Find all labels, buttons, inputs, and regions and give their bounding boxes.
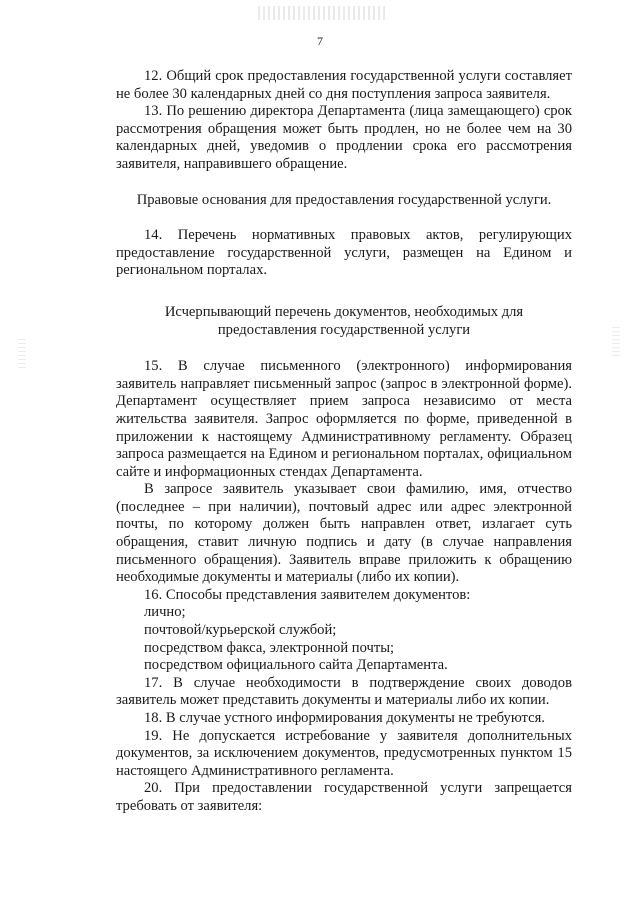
paragraph-14: 14. Перечень нормативных правовых актов, регулирующих предоставление государственной услуги, размещен на Едином и региональном порталах. — [116, 227, 572, 279]
list-item: почтовой/курьерской службой; — [144, 622, 337, 639]
scan-artifact — [612, 326, 620, 356]
paragraph-16: 16. Способы представления заявителем документов: — [144, 586, 471, 603]
paragraph-17: 17. В случае необходимости в подтверждение своих доводов заявитель может представить документы и материалы либо их копии. — [116, 674, 572, 709]
paragraph-19: 19. Не допускается истребование у заявителя дополнительных документов, за исключением документов, предусмотренных пунктом 15 настоящего Административного регламента. — [116, 727, 572, 779]
list-item: лично; — [144, 604, 186, 621]
paragraph-20: 20. При предоставлении государственной услуги запрещается требовать от заявителя: — [116, 780, 572, 814]
list-item: посредством факса, электронной почты; — [144, 639, 395, 656]
paragraph-13: 13. По решению директора Департамента (лица замещающего) срок рассмотрения обращения может быть продлен, но не более чем на 30 календарных дней, уведомив о продлении срока его рассмотрения заявителя, направившего обращение. — [116, 103, 572, 172]
section-heading-legal-basis: Правовые основания для предоставления государственной услуги. — [136, 191, 552, 208]
scan-artifact — [18, 338, 26, 368]
document-body — [116, 68, 572, 816]
paragraph-12: 12. Общий срок предоставления государственной услуги составляет не более 30 календарных дней со дня поступления запроса заявителя. — [116, 68, 572, 102]
page-number: 7 — [317, 34, 323, 48]
paragraph-15: 15. В случае письменного (электронного) информирования заявитель направляет письменный запрос (запрос в электронной форме). Департамент осуществляет прием запроса независимо от места жительства заявителя. Запрос оформляется по форме, приведенной в приложении к настоящему Административному регламенту. Образец запроса размещается на Едином и региональном порталах, официальном сайте и информационных стендах Департамента. — [116, 358, 572, 480]
paragraph-15-continued: В запросе заявитель указывает свои фамилию, имя, отчество (последнее – при наличии), почтовый адрес или адрес электронной почты, по которому должен быть направлен ответ, излагает суть обращения, ставит личную подпись и дату (в случае направления письменного обращения). Заявитель вправе приложить к обращению необходимые документы и материалы (либо их копии). — [116, 481, 572, 586]
list-item: посредством официального сайта Департамента. — [144, 657, 448, 674]
scan-artifact — [258, 6, 388, 20]
paragraph-18: 18. В случае устного информирования документы не требуются. — [144, 710, 545, 726]
section-heading-documents: Исчерпывающий перечень документов, необходимых для предоставления государственной услуги — [164, 303, 524, 338]
